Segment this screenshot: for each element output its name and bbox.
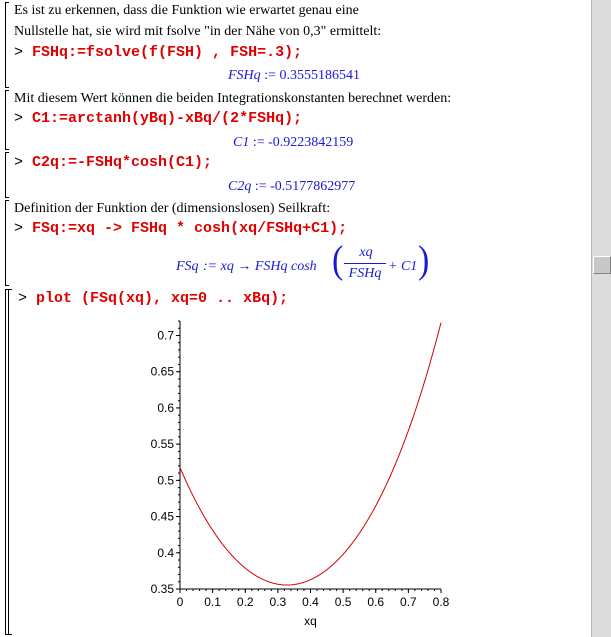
y-tick-label: 0.45 [150, 509, 174, 524]
output-plus-c1: + C1 [388, 259, 418, 274]
y-tick-label: 0.55 [150, 437, 174, 452]
command-text[interactable]: FSq:=xq -> FSHq * cosh(xq/FSHq+C1); [32, 220, 348, 237]
y-tick-label: 0.4 [157, 545, 174, 560]
paren-open: ( [332, 239, 344, 282]
x-tick-label: 0.5 [334, 595, 352, 609]
command-text[interactable]: C2q:=-FSHq*cosh(C1); [32, 154, 213, 171]
scrollbar-thumb[interactable] [593, 256, 611, 274]
output-rhs: := -0.5177862977 [254, 179, 356, 194]
fraction-numerator: xq [359, 245, 373, 260]
output-rhs: := -0.9223842159 [252, 135, 354, 150]
vertical-scrollbar[interactable] [591, 0, 611, 637]
input-line[interactable] [14, 154, 212, 171]
x-axis [177, 589, 450, 609]
prompt-symbol: > [14, 220, 24, 237]
y-tick-label: 0.65 [150, 364, 174, 379]
x-tick-label: 0.3 [269, 595, 287, 609]
x-axis-label: xq [304, 614, 317, 628]
input-line[interactable] [14, 44, 302, 61]
x-tick-label: 0.1 [204, 595, 221, 609]
input-line[interactable] [18, 290, 288, 307]
output-lhs: C1 [233, 135, 250, 150]
x-tick-label: 0.7 [400, 595, 417, 609]
group-bracket[interactable] [5, 200, 9, 286]
group-bracket[interactable] [5, 152, 9, 198]
input-line[interactable] [14, 110, 302, 127]
y-tick-label: 0.5 [157, 473, 174, 488]
command-text[interactable]: plot (FSq(xq), xq=0 .. xBq); [36, 290, 289, 307]
fraction-denominator: FSHq [348, 266, 382, 281]
group-bracket[interactable] [5, 90, 9, 150]
x-tick-label: 0.2 [236, 595, 254, 609]
output-line [228, 179, 355, 195]
plot-curve [180, 323, 441, 585]
plot-axes [180, 321, 441, 589]
output-rhs: := 0.3555186541 [264, 68, 360, 83]
plot-area[interactable] [130, 316, 460, 632]
x-tick-label: 0.6 [367, 595, 385, 609]
y-tick-label: 0.35 [150, 582, 174, 596]
text-line: Definition der Funktion der (dimensionslosen) Seilkraft: [14, 201, 331, 216]
text-line: Mit diesem Wert können die beiden Integrationskonstanten berechnet werden: [14, 91, 452, 106]
output-lhs: FSq [176, 259, 199, 274]
output-lhs: FSHq [228, 68, 261, 83]
x-tick-label: 0 [176, 595, 184, 609]
output-lhs: C2q [228, 179, 252, 194]
input-line[interactable] [14, 220, 347, 237]
fraction-bar [344, 263, 386, 264]
prompt-symbol: > [14, 110, 24, 127]
text-line: Es ist zu erkennen, dass die Funktion wie erwartet genau eine [14, 3, 359, 18]
output-line [228, 68, 360, 84]
group-bracket[interactable] [5, 2, 9, 88]
output-line [233, 135, 353, 151]
prompt-symbol: > [14, 44, 24, 61]
text-line: Nullstelle hat, sie wird mit fsolve "in der Nähe von 0,3" ermittelt: [14, 24, 382, 39]
group-bracket-inner[interactable] [8, 289, 12, 635]
y-axis [151, 321, 180, 596]
x-tick-label: 0.4 [302, 595, 319, 609]
command-text[interactable]: C1:=arctanh(yBq)-xBq/(2*FSHq); [32, 110, 303, 127]
output-mapping: := xq → FSHq cosh [203, 259, 317, 274]
prompt-symbol: > [14, 154, 24, 171]
y-tick-label: 0.7 [157, 328, 174, 343]
x-tick-label: 0.8 [432, 595, 450, 609]
prompt-symbol: > [18, 290, 28, 307]
y-tick-label: 0.6 [157, 400, 174, 415]
command-text[interactable]: FSHq:=fsolve(f(FSH) , FSH=.3); [32, 44, 303, 61]
paren-close: ) [418, 239, 430, 282]
